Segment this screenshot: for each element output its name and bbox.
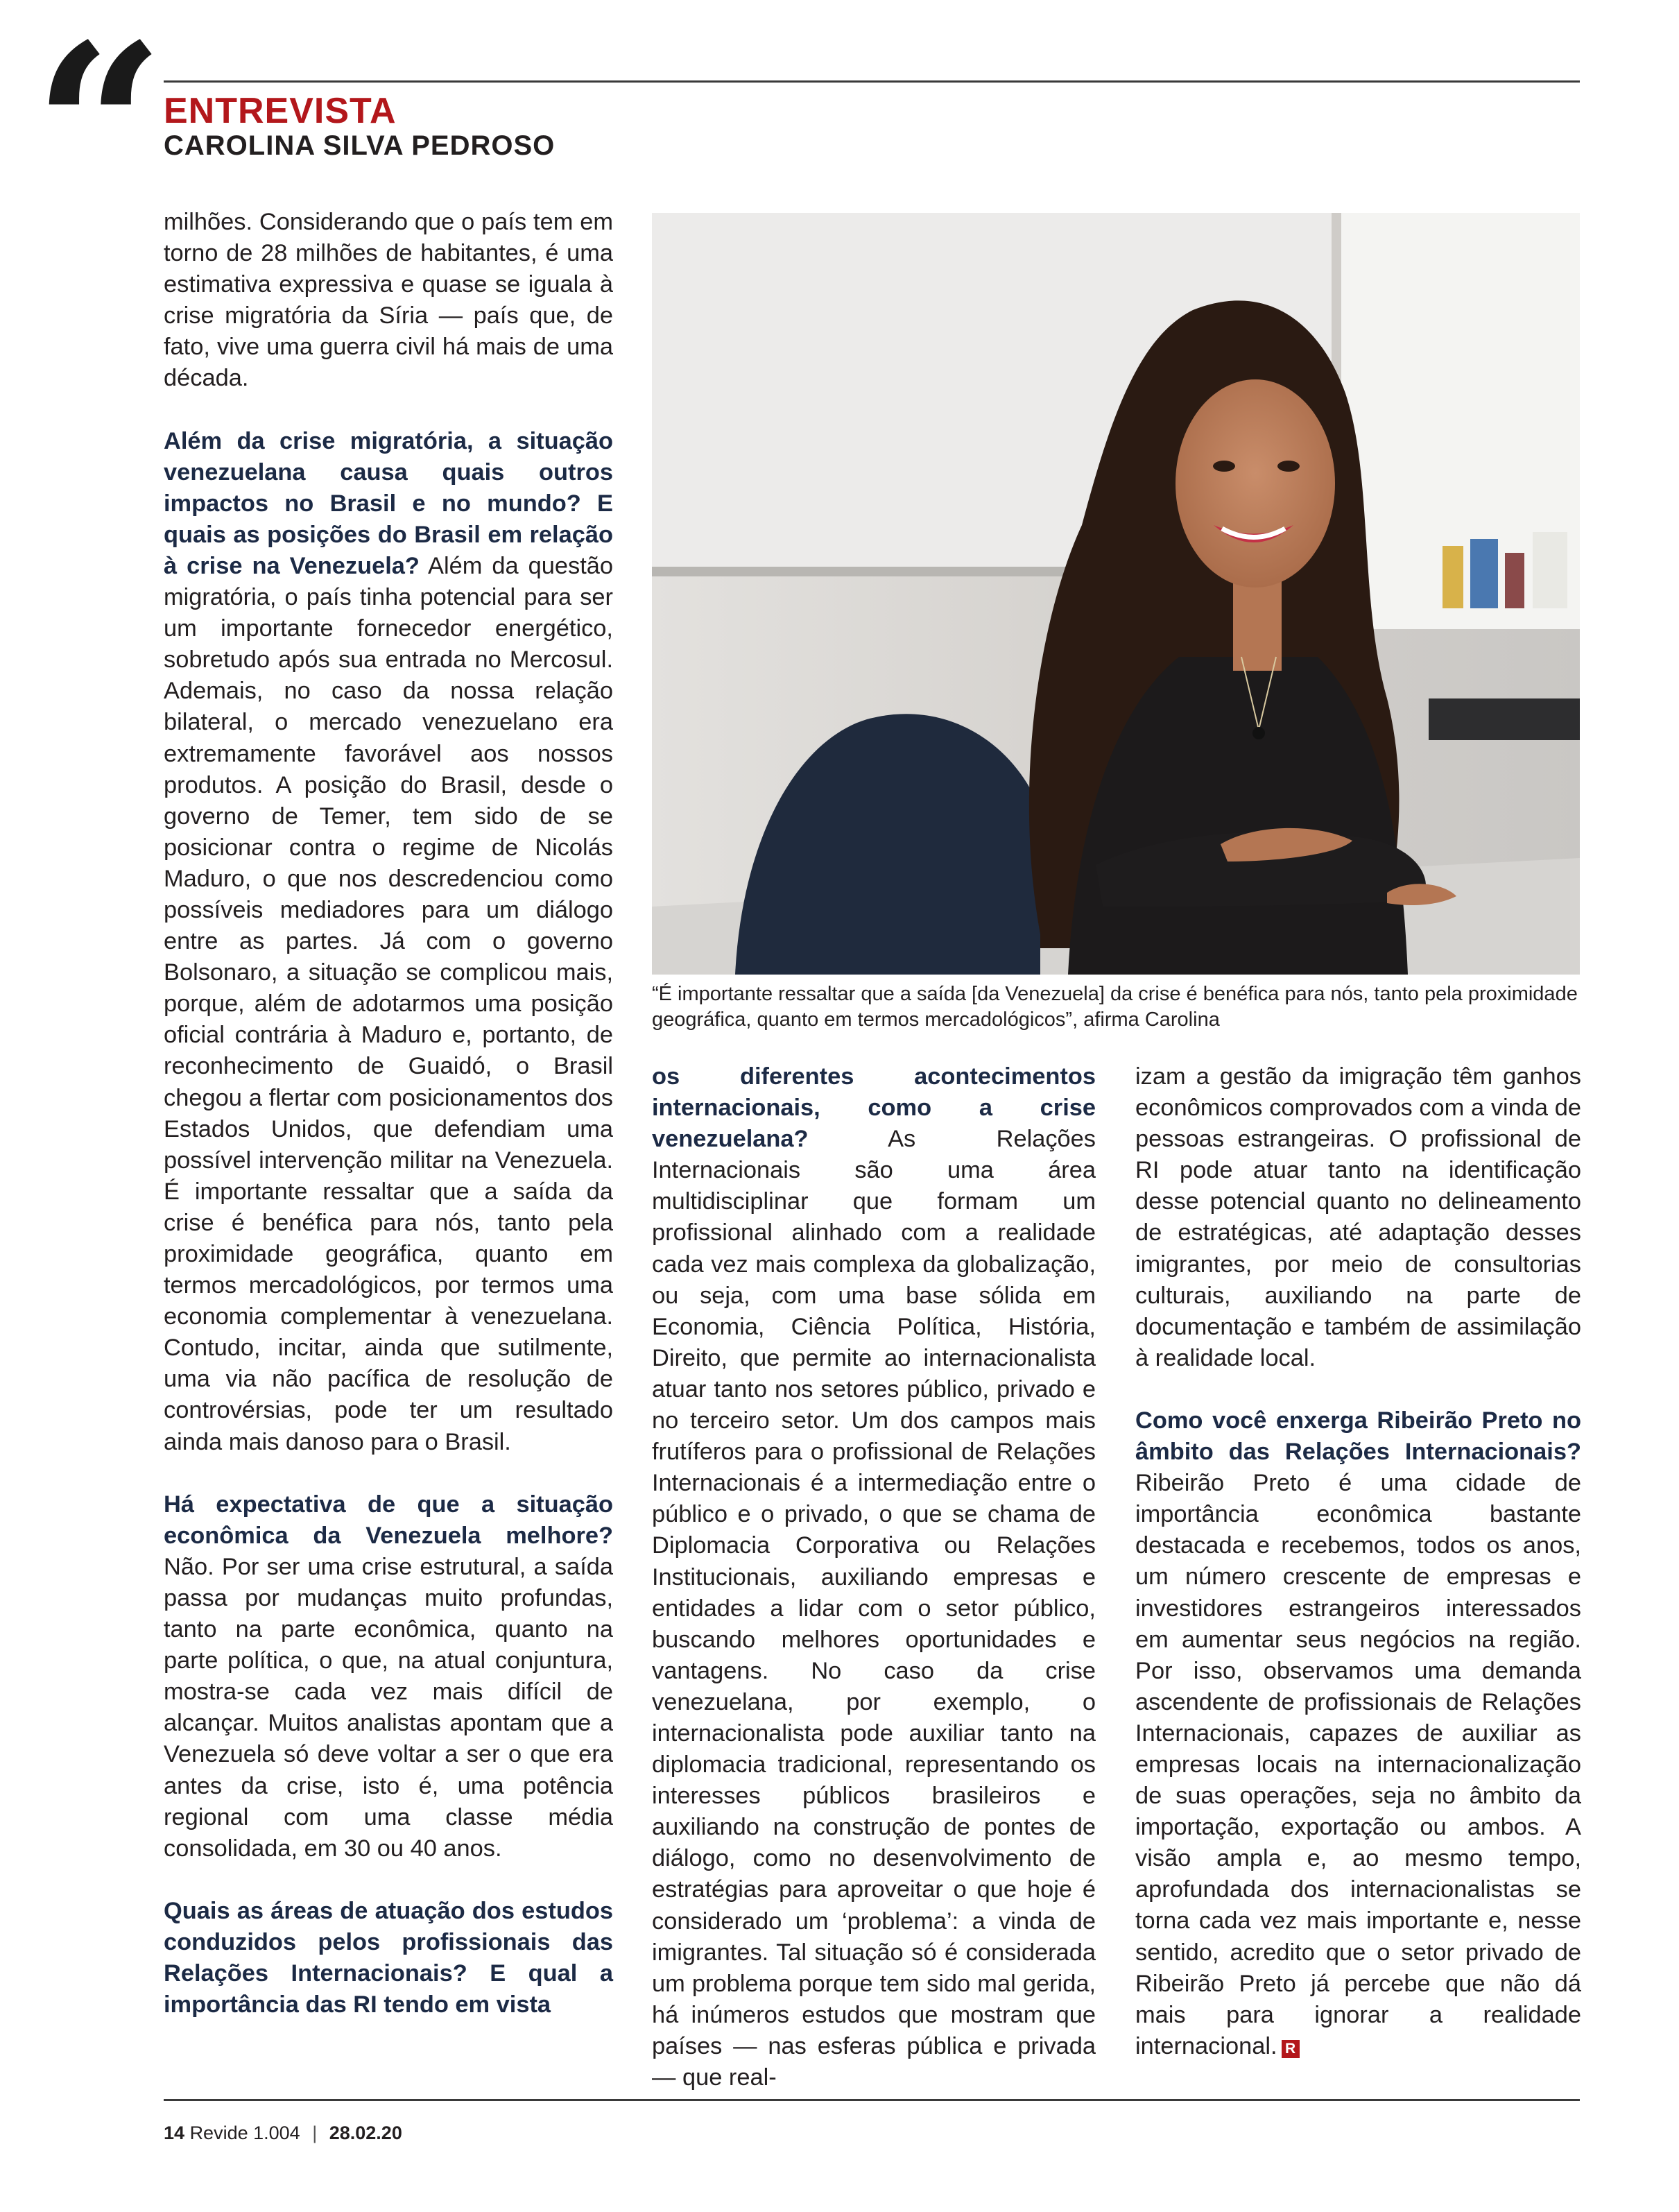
end-mark-icon: R [1282,2040,1300,2058]
question-answer [652,1061,1096,2093]
article-column-3 [1135,1061,1581,2062]
question: os diferentes acontecimentos internacionais, como a crise venezuelana? [652,1063,1096,1153]
answer: Ribeirão Preto é uma cidade de importância econômica bastante destacada e recebemos, todos os anos, um número crescente de empresas e investidores estrangeiros interessados em aumentar seus negócios na região. Por isso, observamos uma demanda ascendente de profissionais de Relações Internacionais, capazes de auxiliar as empresas locais na internacionalização de suas operações, seja no âmbito da importação, exportação ou ambos. A visão ampla e, ao mesmo tempo, aprofundada dos internacionalistas se torna cada vez mais importante e, nesse sentido, acredito que o setor privado de Ribeirão Preto já percebe que não dá mais para ignorar a realidade internacional. [1135,1470,1581,2059]
section-label: ENTREVISTA [164,91,397,131]
interviewee-photo [652,213,1580,975]
photo-caption: “É importante ressaltar que a saída [da Venezuela] da crise é benéfica para nós, tanto pela proximidade geográfica, quanto em termos mercadológicos”, afirma Carolina [652,983,1578,1031]
article-column-2 [652,1061,1096,2093]
question-answer [164,426,613,1458]
footer-separator: | [312,2123,318,2143]
paragraph: milhões. Considerando que o país tem em torno de 28 milhões de habitantes, é uma estimativa expressiva e quase se iguala à crise migratória da Síria — país que, de fato, vive uma guerra civil há mais de uma década. [164,209,613,392]
page-number: 14 [164,2123,185,2143]
question-answer [164,1489,613,1864]
top-rule [164,80,1580,83]
quote-mark-icon: “ [33,0,151,263]
magazine-issue: Revide 1.004 [189,2123,300,2143]
question-answer [1135,1405,1581,2062]
answer: Além da questão migratória, o país tinha potencial para ser um importante fornecedor energético, sobretudo após sua entrada no Mercosul. Ademais, no caso da nossa relação bilateral, o mercado venezuelano era extremamente favorável aos nossos produtos. A posição do Brasil, desde o governo de Temer, tem sido de se posicionar contra o regime de Nicolás Maduro, o que nos descredenciou como possíveis mediadores para um diálogo entre as partes. Já com o governo Bolsonaro, a situação se complicou mais, porque, além de adotarmos uma posição oficial contrária à Maduro e, portanto, de reconhecimento de Guaidó, o Brasil chegou a flertar com posicionamentos dos Estados Unidos, que defendiam uma possível intervenção militar na Venezuela. É importante ressaltar que a saída da crise é benéfica para nós, tanto pela proximidade geográfica, quanto em termos mercadológicos, por termos uma economia complementar à venezuelana. Contudo, incitar, ainda que sutilmente, uma via não pacífica de resolução de controvérsias, pode ter um resultado ainda mais danoso para o Brasil. [164,552,613,1455]
page-footer [164,2123,402,2144]
question: Quais as áreas de atuação dos estudos conduzidos pelos profissionais das Relações Internacionais? E qual a importância das RI tendo em vista [164,1897,613,2018]
question: Além da crise migratória, a situação venezuelana causa quais outros impactos no Brasil e no mundo? E quais as posições do Brasil em relação à crise na Venezuela? [164,427,613,579]
question: Como você enxerga Ribeirão Preto no âmbito das Relações Internacionais? [1135,1407,1581,1466]
answer: As Relações Internacionais são uma área multidisciplinar que formam um profissional alinhado com a realidade cada vez mais complexa da globalização, ou seja, com uma base sólida em Economia, Ciência Política, História, Direito, que permite ao internacionalista atuar tanto nos setores público, privado e no terceiro setor. Um dos campos mais frutíferos para o profissional de Relações Internacionais é a intermediação entre o público e o privado, o que se chama de Diplomacia Corporativa ou Relações Institucionais, auxiliando empresas e entidades a lidar com o setor público, buscando melhores oportunidades e vantagens. No caso da crise venezuelana, por exemplo, o internacionalista pode auxiliar tanto na diplomacia tradicional, representando os interesses públicos brasileiros e auxiliando na construção de pontes de diálogo, como no desenvolvimento de estratégias para aproveitar o que hoje é considerado um ‘problema’: a vinda de imigrantes. Tal situação só é considerada um problema porque tem sido mal gerida, há inúmeros estudos que mostram que países — nas esferas pública e privada — que real- [652,1126,1096,2091]
article-column-1 [164,207,613,2021]
question: Há expectativa de que a situação econômica da Venezuela melhore? [164,1491,613,1549]
issue-date: 28.02.20 [329,2123,402,2143]
question-answer [164,1896,613,2021]
answer: Não. Por ser uma crise estrutural, a saída passa por mudanças muito profundas, tanto na parte econômica, quanto na parte política, o que, na atual conjuntura, mostra-se cada vez mais difícil de alcançar. Muitos analistas apontam que a Venezuela só deve voltar a ser o que era antes da crise, isto é, uma potência regional com uma classe média consolidada, em 30 ou 40 anos. [164,1553,613,1862]
paragraph: izam a gestão da imigração têm ganhos econômicos comprovados com a vinda de pessoas estrangeiras. O profissional de RI pode atuar tanto na identificação desse potencial quanto no delineamento de estratégicas, até adaptação desses imigrantes, por meio de consultorias culturais, auxiliando na parte de documentação e também de assimilação à realidade local. [1135,1063,1581,1371]
bottom-rule [164,2099,1580,2101]
interviewee-name: CAROLINA SILVA PEDROSO [164,130,556,161]
